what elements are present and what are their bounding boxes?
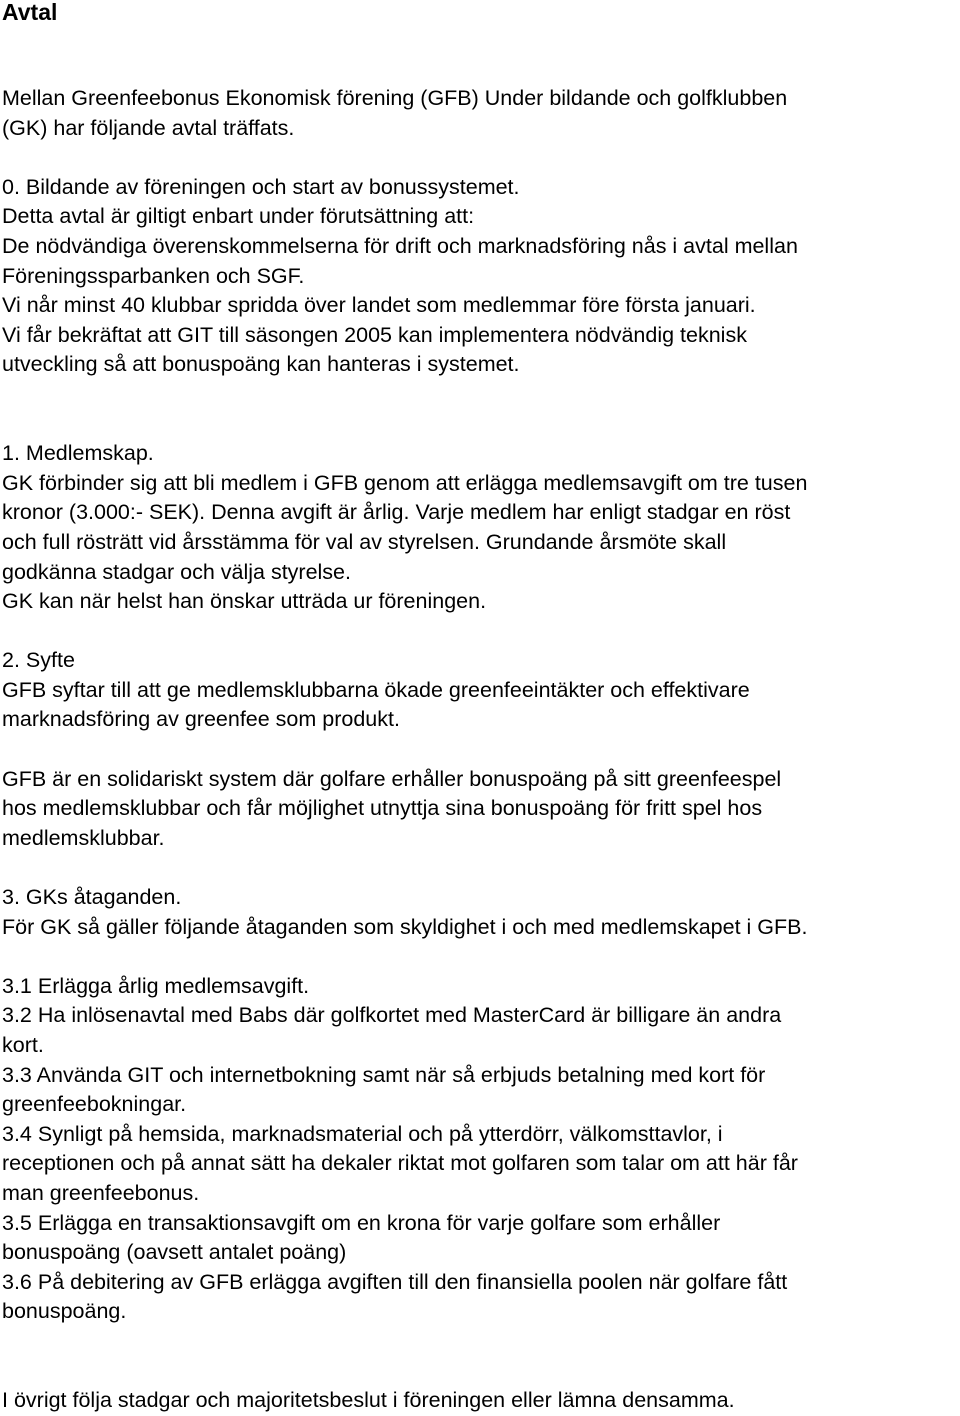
text-line: GFB är en solidariskt system där golfare erhåller bonuspoäng på sitt greenfeespel bbox=[2, 766, 782, 791]
document-title: Avtal bbox=[2, 0, 58, 25]
list-item: 3.2 Ha inlösenavtal med Babs där golfkortet med MasterCard är billigare än andra bbox=[2, 1003, 782, 1028]
text-line: Detta avtal är giltigt enbart under förutsättning att: bbox=[2, 204, 475, 229]
closing-paragraph bbox=[2, 1386, 958, 1416]
section-heading: 3. GKs åtaganden. bbox=[2, 885, 182, 910]
text-line: Vi får bekräftat att GIT till säsongen 2005 kan implementera nödvändig teknisk bbox=[2, 322, 747, 347]
text-line: bonuspoäng. bbox=[2, 1299, 127, 1324]
text-line: I övrigt följa stadgar och majoritetsbeslut i föreningen eller lämna densamma. bbox=[2, 1387, 735, 1412]
list-item: 3.5 Erlägga en transaktionsavgift om en krona för varje golfare som erhåller bbox=[2, 1210, 721, 1235]
text-line: GFB syftar till att ge medlemsklubbarna ökade greenfeeintäkter och effektivare bbox=[2, 677, 750, 702]
list-item: 3.1 Erlägga årlig medlemsavgift. bbox=[2, 973, 310, 998]
section-heading: 1. Medlemskap. bbox=[2, 441, 154, 466]
text-line: För GK så gäller följande åtaganden som skyldighet i och med medlemskapet i GFB. bbox=[2, 914, 808, 939]
text-line: GK förbinder sig att bli medlem i GFB genom att erlägga medlemsavgift om tre tusen bbox=[2, 470, 808, 495]
list-item: 3.3 Använda GIT och internetbokning samt när så erbjuds betalning med kort för bbox=[2, 1062, 766, 1087]
text-line: och full rösträtt vid årsstämma för val av styrelsen. Grundande årsmöte skall bbox=[2, 529, 727, 554]
list-item: 3.4 Synligt på hemsida, marknadsmaterial och på ytterdörr, välkomsttavlor, i bbox=[2, 1121, 723, 1146]
text-line: godkänna stadgar och välja styrelse. bbox=[2, 559, 351, 584]
text-line: marknadsföring av greenfee som produkt. bbox=[2, 707, 400, 732]
section-3-items bbox=[2, 972, 958, 1327]
text-line: De nödvändiga överenskommelserna för drift och marknadsföring nås i avtal mellan bbox=[2, 233, 798, 258]
section-0 bbox=[2, 173, 958, 380]
text-line: kronor (3.000:- SEK). Denna avgift är årlig. Varje medlem har enligt stadgar en röst bbox=[2, 500, 791, 525]
text-line: hos medlemsklubbar och får möjlighet utnyttja sina bonuspoäng för fritt spel hos bbox=[2, 796, 763, 821]
text-line: utveckling så att bonuspoäng kan hanteras i systemet. bbox=[2, 352, 520, 377]
intro-paragraph bbox=[2, 84, 958, 143]
text-line: GK kan när helst han önskar utträda ur föreningen. bbox=[2, 589, 487, 614]
text-line: Föreningssparbanken och SGF. bbox=[2, 263, 305, 288]
text-line: man greenfeebonus. bbox=[2, 1180, 200, 1205]
section-2-paragraph bbox=[2, 765, 958, 854]
section-heading: 0. Bildande av föreningen och start av bonussystemet. bbox=[2, 174, 520, 199]
text-line: (GK) har följande avtal träffats. bbox=[2, 115, 295, 140]
section-3 bbox=[2, 883, 958, 942]
text-line: Vi når minst 40 klubbar spridda över landet som medlemmar före första januari. bbox=[2, 293, 756, 318]
section-1 bbox=[2, 439, 958, 617]
text-line: Mellan Greenfeebonus Ekonomisk förening (GFB) Under bildande och golfklubben bbox=[2, 86, 788, 110]
text-line: greenfeebokningar. bbox=[2, 1092, 187, 1117]
text-line: medlemsklubbar. bbox=[2, 825, 165, 850]
text-line: receptionen och på annat sätt ha dekaler riktat mot golfaren som talar om att här får bbox=[2, 1151, 798, 1176]
section-2 bbox=[2, 646, 958, 735]
section-heading: 2. Syfte bbox=[2, 648, 75, 673]
text-line: kort. bbox=[2, 1033, 44, 1057]
list-item: 3.6 På debitering av GFB erlägga avgiften till den finansiella poolen när golfare fått bbox=[2, 1269, 788, 1294]
document-page bbox=[2, 0, 958, 1416]
text-line: bonuspoäng (oavsett antalet poäng) bbox=[2, 1240, 347, 1265]
